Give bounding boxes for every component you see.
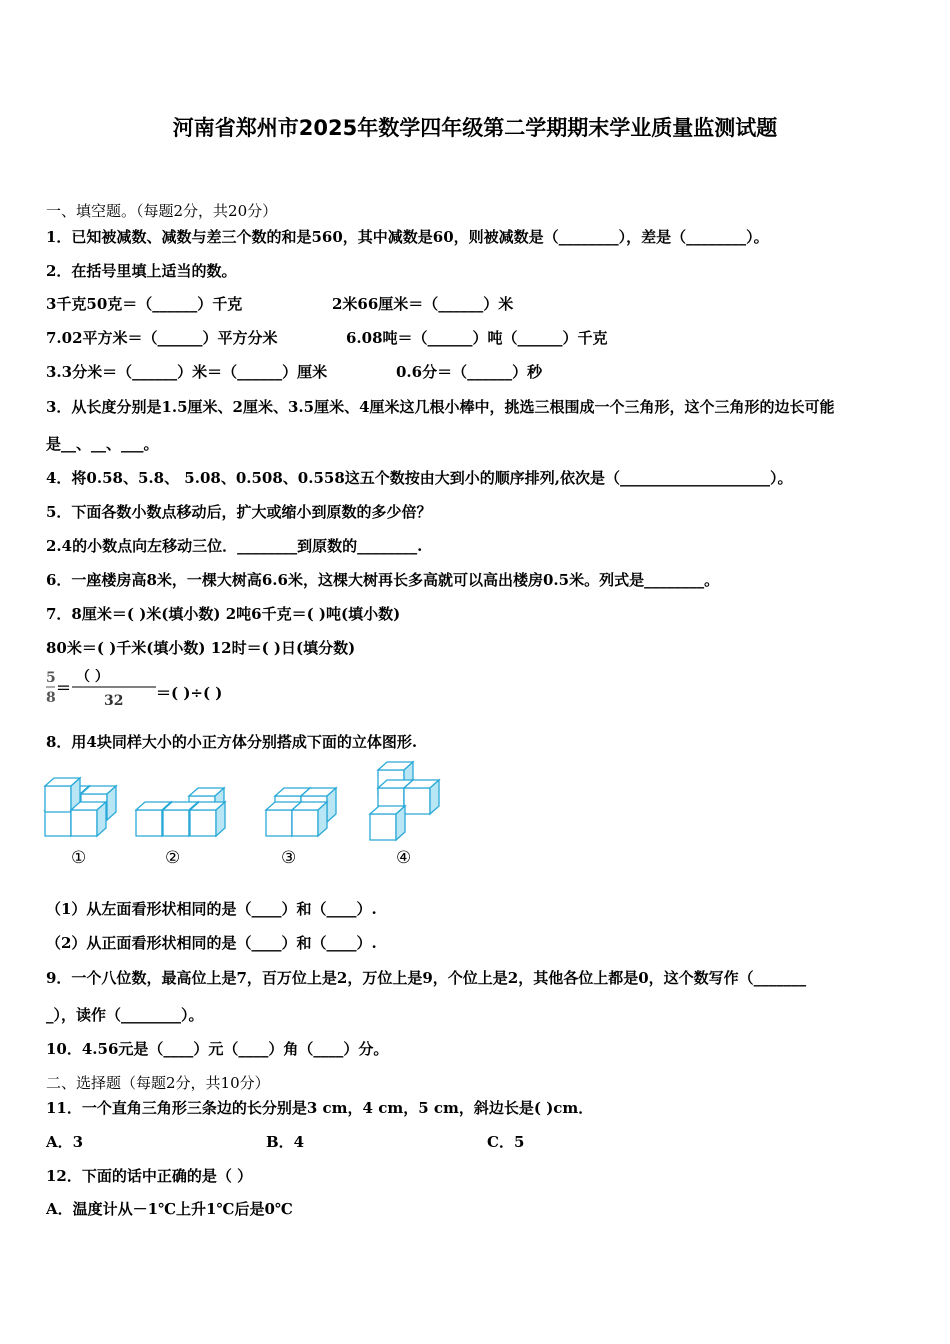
question-2: 2．在括号里填上适当的数。 (46, 262, 237, 280)
question-11-option-c: C．5 (487, 1133, 525, 1151)
figure-4 (370, 762, 439, 840)
figure-label-1: ① (71, 848, 87, 868)
fraction-svg (46, 669, 266, 711)
fraction-tail: ＝( )÷( ) (156, 684, 223, 702)
section-2-heading: 二、选择题（每题2分，共10分） (46, 1074, 270, 1092)
figure-label-3: ③ (281, 848, 297, 868)
question-2-f: 0.6分＝（______）秒 (396, 363, 543, 381)
figure-3 (266, 788, 336, 836)
question-1: 1．已知被减数、减数与差三个数的和是560，其中减数是60，则被减数是（________），差是（________）。 (46, 228, 769, 246)
question-6: 6．一座楼房高8米，一棵大树高6.6米，这棵大树再长多高就可以高出楼房0.5米。列式是________。 (46, 571, 720, 589)
question-11: 11．一个直角三角形三条边的长分别是3 cm，4 cm，5 cm，斜边长是( )cm． (46, 1099, 594, 1117)
question-8-part-1: （1）从左面看形状相同的是（____）和（____）. (46, 900, 377, 918)
question-5: 5．下面各数小数点移动后，扩大或缩小到原数的多少倍？ (46, 503, 432, 521)
question-5-a: 2.4的小数点向左移动三位．________到原数的________. (46, 537, 423, 555)
question-10: 10．4.56元是（____）元（____）角（____）分。 (46, 1040, 389, 1058)
question-2-e: 3.3分米＝（______）米＝（______）厘米 (46, 363, 328, 381)
figure-1 (45, 778, 116, 836)
page-title: 河南省郑州市2025年数学四年级第二学期期末学业质量监测试题 (172, 116, 778, 140)
question-3-line-2: 是__、__、___。 (46, 435, 159, 453)
figure-label-4: ④ (396, 848, 412, 868)
question-11-option-b: B．4 (266, 1133, 305, 1151)
figure-label-2: ② (165, 848, 181, 868)
question-2-d: 6.08吨＝（______）吨（______）千克 (346, 329, 608, 347)
question-7-line-2: 80米＝( )千米(填小数) 12时＝( )日(填分数) (46, 639, 356, 657)
question-7-line-1: 7．8厘米＝( )米(填小数) 2吨6千克＝( )吨(填小数) (46, 605, 401, 623)
fraction-blank-denominator: 32 (104, 693, 124, 709)
question-11-option-a: A．3 (46, 1133, 84, 1151)
question-2-a: 3千克50克＝（______）千克 (46, 295, 243, 313)
question-2-c: 7.02平方米＝（______）平方分米 (46, 329, 278, 347)
figure-2 (136, 788, 225, 836)
question-12: 12．下面的话中正确的是（ ） (46, 1167, 253, 1185)
fraction-numerator: 5 (46, 670, 56, 686)
question-4: 4．将0.58、5.8、 5.08、0.508、0.558这五个数按由大到小的顺序排列,依次是（____________________）。 (46, 469, 793, 487)
question-12-option-a: A．温度计从－1℃上升1℃后是0℃ (46, 1200, 293, 1218)
svg-text:＝: ＝ (56, 679, 72, 697)
question-9-line-2: _），读作（________）。 (46, 1006, 204, 1024)
fraction-denominator: 8 (46, 690, 56, 706)
question-8-part-2: （2）从正面看形状相同的是（____）和（____）. (46, 934, 377, 952)
question-8: 8．用4块同样大小的小正方体分别搭成下面的立体图形. (46, 733, 418, 751)
question-9-line-1: 9．一个八位数，最高位上是7，百万位上是2，万位上是9，个位上是2，其他各位上都是0，这个数写作（_______ (46, 969, 807, 987)
question-2-b: 2米66厘米＝（______）米 (332, 295, 514, 313)
section-1-heading: 一、填空题。（每题2分，共20分） (46, 202, 278, 220)
question-3-line-1: 3．从长度分别是1.5厘米、2厘米、3.5厘米、4厘米这几根小棒中，挑选三根围成一个三角形，这个三角形的边长可能 (46, 398, 835, 416)
question-7-fraction (46, 669, 266, 715)
fraction-blank-numerator: （ ） (76, 669, 109, 685)
